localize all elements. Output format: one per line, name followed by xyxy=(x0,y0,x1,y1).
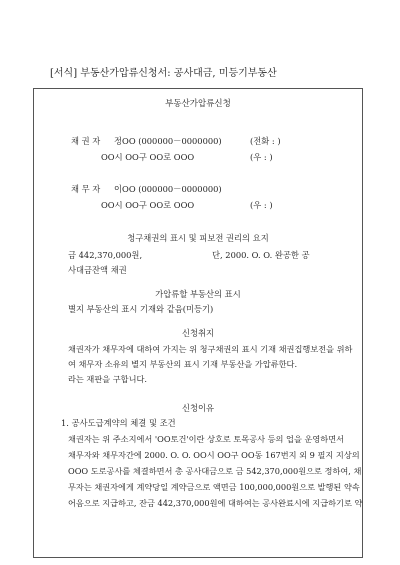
debtor-label: 채 무 자 xyxy=(71,184,101,194)
purpose-heading: 신청취지 xyxy=(181,328,215,338)
debtor-address: OO시 OO구 OO로 OOO xyxy=(101,200,195,210)
document-frame xyxy=(33,88,363,558)
creditor-name: 정OO (000000－0000000) xyxy=(114,136,222,146)
property-heading: 가압류할 부동산의 표시 xyxy=(155,289,241,299)
purpose-line: 여 채무자 소유의 별지 부동산의 표시 기재 부동산을 가압류한다. xyxy=(68,359,298,369)
claim-date: 단, 2000. O. O. 완공한 공 xyxy=(212,250,310,260)
creditor-zip: (우 : ) xyxy=(250,152,273,162)
creditor-label: 채 권 자 xyxy=(71,136,101,146)
reason-line: 무자는 채권자에게 계약당일 계약금으로 액면금 100,000,000원으로 발행된 약속 xyxy=(68,482,360,492)
document-title: 부동산가압류신청 xyxy=(165,99,231,109)
purpose-line: 채권자가 채무자에 대하여 가지는 위 청구채권의 표시 기재 채권집행보전을 위하 xyxy=(68,344,353,354)
reason-line: 어음으로 지급하고, 잔금 442,370,000원에 대하여는 공사완료시에 지급하기로 약 xyxy=(68,498,363,508)
reason-line: 채무자와 채무자간에 2000. O. O. OO시 OO구 OO동 167번지 외 9 필지 지상의 xyxy=(68,450,360,460)
reasons-heading: 신청이유 xyxy=(181,403,215,413)
claim-heading: 청구채권의 표시 및 피보전 권리의 요지 xyxy=(127,233,269,243)
property-text: 별지 부동산의 표시 기재와 같음(미등기) xyxy=(68,304,214,314)
creditor-phone: (전화 : ) xyxy=(250,136,281,146)
purpose-line: 라는 재판을 구합니다. xyxy=(68,374,147,384)
form-caption: [서식] 부동산가압류신청서: 공사대금, 미등기부동산 xyxy=(50,68,277,79)
reason-line: 채권자는 위 주소지에서 'OO토건'이란 상호로 토목공사 등의 업을 운영하면서 xyxy=(68,434,345,444)
claim-description: 사대금잔액 채권 xyxy=(68,265,127,275)
reason-line: OOO 도로공사를 체결하면서 총 공사대금으로 금 542,370,000원으로 정하여, 채 xyxy=(68,466,362,476)
creditor-address: OO시 OO구 OO로 OOO xyxy=(101,152,195,162)
debtor-zip: (우 : ) xyxy=(250,200,273,210)
claim-amount: 금 442,370,000원, xyxy=(68,250,143,260)
debtor-name: 이OO (000000－0000000) xyxy=(114,184,222,194)
reason-section-title: 1. 공사도급계약의 체결 및 조건 xyxy=(61,418,176,428)
